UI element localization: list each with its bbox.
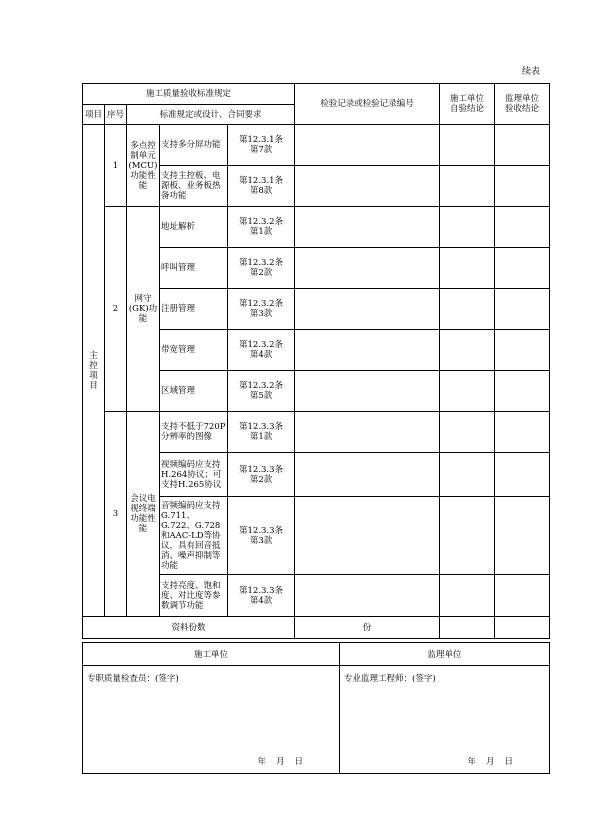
contractor-result-cell[interactable] [440, 575, 495, 617]
requirement-desc: 支持不低于720P分辨率的图像 [160, 412, 228, 453]
check-record-cell[interactable] [295, 248, 440, 289]
check-record-cell[interactable] [295, 166, 440, 207]
check-record-cell[interactable] [295, 497, 440, 575]
requirement-desc: 带宽管理 [160, 330, 228, 371]
clause-ref: 第12.3.1条 第8款 [228, 166, 295, 207]
check-record-cell[interactable] [295, 125, 440, 166]
clause-ref: 第12.3.3条 第4款 [228, 575, 295, 617]
check-record-cell[interactable] [295, 207, 440, 248]
clause-ref: 第12.3.3条 第3款 [228, 497, 295, 575]
supervisor-unit-header: 监理单位 [340, 643, 550, 666]
group-seq: 2 [105, 207, 127, 412]
contractor-conclusion-header: 施工单位 自验结论 [440, 84, 495, 125]
supervisor-result-cell[interactable] [495, 371, 550, 412]
data-count-contractor[interactable] [440, 617, 495, 639]
requirement-desc: 支持主控板、电源板、业务板热备功能 [160, 166, 228, 207]
contractor-date: 年月日 [257, 757, 313, 767]
clause-ref: 第12.3.2条 第1款 [228, 207, 295, 248]
clause-ref: 第12.3.3条 第2款 [228, 453, 295, 497]
check-record-cell[interactable] [295, 330, 440, 371]
contractor-result-cell[interactable] [440, 125, 495, 166]
contractor-result-cell[interactable] [440, 248, 495, 289]
check-record-cell[interactable] [295, 371, 440, 412]
supervisor-result-cell[interactable] [495, 330, 550, 371]
check-record-cell[interactable] [295, 412, 440, 453]
category-cell: 主控项目 [83, 125, 105, 617]
group-seq: 1 [105, 125, 127, 207]
signature-table [82, 642, 550, 774]
supervisor-result-cell[interactable] [495, 497, 550, 575]
data-count-supervisor[interactable] [495, 617, 550, 639]
check-record-cell[interactable] [295, 289, 440, 330]
clause-ref: 第12.3.2条 第4款 [228, 330, 295, 371]
standard-title: 施工质量验收标准规定 [83, 84, 295, 105]
supervisor-result-cell[interactable] [495, 166, 550, 207]
check-record-cell[interactable] [295, 453, 440, 497]
requirement-desc: 音频编码应支持G.711、G.722、G.728和AAC-LD等协议，具有回音抵消、噪声抑制等功能 [160, 497, 228, 575]
contractor-result-cell[interactable] [440, 289, 495, 330]
supervisor-sign-label: 专业监理工程师：(签字) [344, 674, 436, 684]
check-record-cell[interactable] [295, 575, 440, 617]
contractor-result-cell[interactable] [440, 166, 495, 207]
contractor-result-cell[interactable] [440, 371, 495, 412]
group-name: 会议电视终端功能性能 [127, 412, 160, 617]
supervisor-result-cell[interactable] [495, 412, 550, 453]
group-name: 多点控制单元(MCU)功能性能 [127, 125, 160, 207]
requirement-desc: 地址解析 [160, 207, 228, 248]
supervisor-sign-area[interactable] [340, 666, 550, 774]
acceptance-table [82, 83, 550, 639]
requirement-desc: 视频编码应支持H.264协议；可支持H.265协议 [160, 453, 228, 497]
requirement-header: 标准规定或设计、合同要求 [127, 105, 295, 125]
continued-label: 续表 [522, 67, 541, 77]
contractor-sign-label: 专职质量检查员：(签字) [87, 674, 179, 684]
contractor-result-cell[interactable] [440, 330, 495, 371]
contractor-result-cell[interactable] [440, 207, 495, 248]
supervisor-result-cell[interactable] [495, 289, 550, 330]
clause-ref: 第12.3.3条 第1款 [228, 412, 295, 453]
clause-ref: 第12.3.2条 第5款 [228, 371, 295, 412]
contractor-result-cell[interactable] [440, 412, 495, 453]
contractor-sign-area[interactable] [83, 666, 340, 774]
group-name: 网守(GK)功能 [127, 207, 160, 412]
data-count-label: 资料份数 [83, 617, 295, 639]
requirement-desc: 区域管理 [160, 371, 228, 412]
clause-ref: 第12.3.2条 第3款 [228, 289, 295, 330]
item-header: 项目 [83, 105, 105, 125]
group-seq: 3 [105, 412, 127, 617]
contractor-result-cell[interactable] [440, 453, 495, 497]
supervisor-result-cell[interactable] [495, 248, 550, 289]
supervisor-conclusion-header: 监理单位 验收结论 [495, 84, 550, 125]
requirement-desc: 支持亮度、饱和度、对比度等参数调节功能 [160, 575, 228, 617]
seq-header: 序号 [105, 105, 127, 125]
supervisor-result-cell[interactable] [495, 125, 550, 166]
supervisor-result-cell[interactable] [495, 453, 550, 497]
supervisor-date: 年月日 [467, 757, 523, 767]
contractor-unit-header: 施工单位 [83, 643, 340, 666]
requirement-desc: 呼叫管理 [160, 248, 228, 289]
supervisor-result-cell[interactable] [495, 207, 550, 248]
contractor-result-cell[interactable] [440, 497, 495, 575]
requirement-desc: 注册管理 [160, 289, 228, 330]
data-count-unit[interactable]: 份 [295, 617, 440, 639]
supervisor-result-cell[interactable] [495, 575, 550, 617]
clause-ref: 第12.3.2条 第2款 [228, 248, 295, 289]
check-record-header: 检验记录或检验记录编号 [295, 84, 440, 125]
clause-ref: 第12.3.1条 第7款 [228, 125, 295, 166]
requirement-desc: 支持多分屏功能 [160, 125, 228, 166]
